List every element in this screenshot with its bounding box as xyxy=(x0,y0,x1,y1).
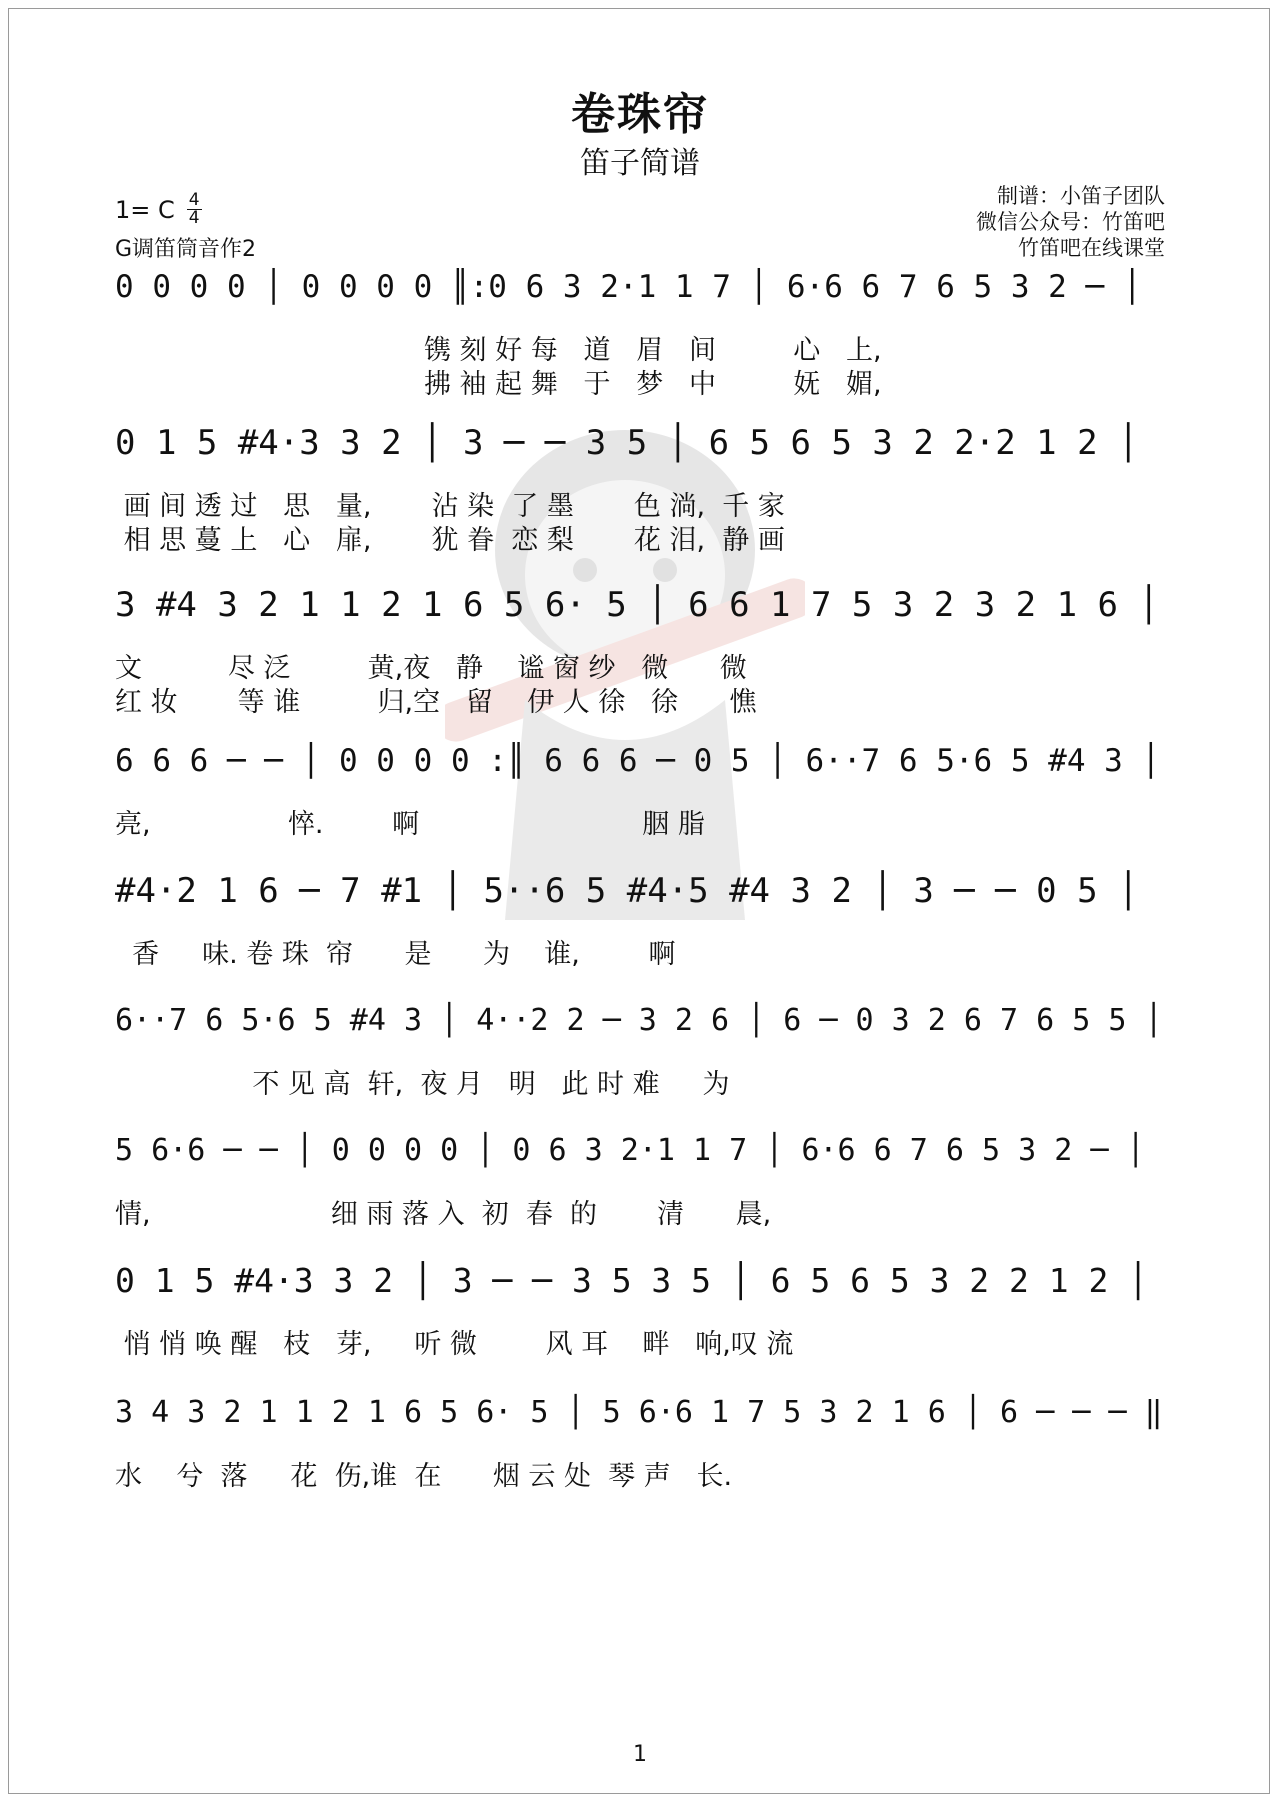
notation-line: #4·2 1 6 ─ 7 #1 │ 5··6 5 #4·5 #4 3 2 │ 3 ─ ─ 0 5 │ xyxy=(115,871,1139,911)
notation-line: 3 #4 3 2 1 1 2 1 6 5 6· 5 │ 6 6 1 7 5 3 2 3 2 1 6 │ xyxy=(115,585,1159,625)
score-subtitle: 笛子简谱 xyxy=(580,146,700,181)
score-title: 卷珠帘 xyxy=(571,89,709,140)
fingering-note: G调笛筒音作2 xyxy=(115,237,257,262)
credit-arranger: 制谱：小笛子团队 xyxy=(997,184,1165,208)
lyric-verse-1: 镌 刻 好 每 道 眉 间 心 上, xyxy=(115,335,882,366)
key-signature xyxy=(115,192,202,227)
lyric-verse-1: 悄 悄 唤 醒 枝 芽, 听 微 风 耳 畔 响,叹 流 xyxy=(115,1329,794,1360)
page-number: 1 xyxy=(633,1742,647,1767)
key-label: 1= C xyxy=(115,195,175,224)
lyric-verse-1: 香 味. 卷 珠 帘 是 为 谁, 啊 xyxy=(115,939,676,970)
lyric-verse-1: 画 间 透 过 思 量, 沾 染 了 墨 色 淌, 千 家 xyxy=(115,491,785,522)
lyric-verse-1: 水 兮 落 花 伤,谁 在 烟 云 处 琴 声 长. xyxy=(115,1461,733,1492)
credits xyxy=(976,183,1165,261)
notation-line: 0 1 5 #4·3 3 2 │ 3 ─ ─ 3 5 3 5 │ 6 5 6 5 3 2 2 1 2 │ xyxy=(115,1261,1149,1300)
notation-line: 0 1 5 #4·3 3 2 │ 3 ─ ─ 3 5 │ 6 5 6 5 3 2 2·2 1 2 │ xyxy=(115,423,1139,463)
lyric-verse-1: 不 见 高 轩, 夜 月 明 此 时 难 为 xyxy=(115,1069,730,1100)
time-signature-bottom: 4 xyxy=(188,208,200,228)
lyric-verse-1: 亮, 悴. 啊 胭 脂 xyxy=(115,809,705,840)
lyric-verse-1: 情, 细 雨 落 入 初 春 的 清 晨, xyxy=(115,1199,772,1230)
notation-line: 6 6 6 ─ ─ │ 0 0 0 0 :║ 6 6 6 ─ 0 5 │ 6··7 6 5·6 5 #4 3 │ xyxy=(115,743,1161,779)
credit-wechat: 微信公众号：竹笛吧 xyxy=(976,210,1165,234)
lyric-verse-2: 红 妆 等 谁 归,空 留 伊 人 徐 徐 憔 xyxy=(115,687,757,718)
notation-line: 5 6·6 ─ ─ │ 0 0 0 0 │ 0 6 3 2·1 1 7 │ 6·6 6 7 6 5 3 2 ─ │ xyxy=(115,1133,1145,1168)
lyric-verse-2: 相 思 蔓 上 心 扉, 犹 眷 恋 梨 花 泪, 静 画 xyxy=(115,525,785,556)
notation-line: 6··7 6 5·6 5 #4 3 │ 4··2 2 ─ 3 2 6 │ 6 ─ 0 3 2 6 7 6 5 5 │ xyxy=(115,1003,1163,1038)
time-signature xyxy=(187,192,202,227)
notation-line: 0 0 0 0 │ 0 0 0 0 ║:0 6 3 2·1 1 7 │ 6·6 6 7 6 5 3 2 ─ │ xyxy=(115,269,1142,305)
time-signature-top: 4 xyxy=(188,190,200,210)
lyric-verse-1: 文 尽 泛 黄,夜 静 谧 窗 纱 微 微 xyxy=(115,653,747,684)
credit-course: 竹笛吧在线课堂 xyxy=(1018,236,1165,260)
lyric-verse-2: 拂 袖 起 舞 于 梦 中 妩 媚, xyxy=(115,369,882,400)
notation-line: 3 4 3 2 1 1 2 1 6 5 6· 5 │ 5 6·6 1 7 5 3 2 1 6 │ 6 ─ ─ ─ ‖ xyxy=(115,1395,1163,1430)
